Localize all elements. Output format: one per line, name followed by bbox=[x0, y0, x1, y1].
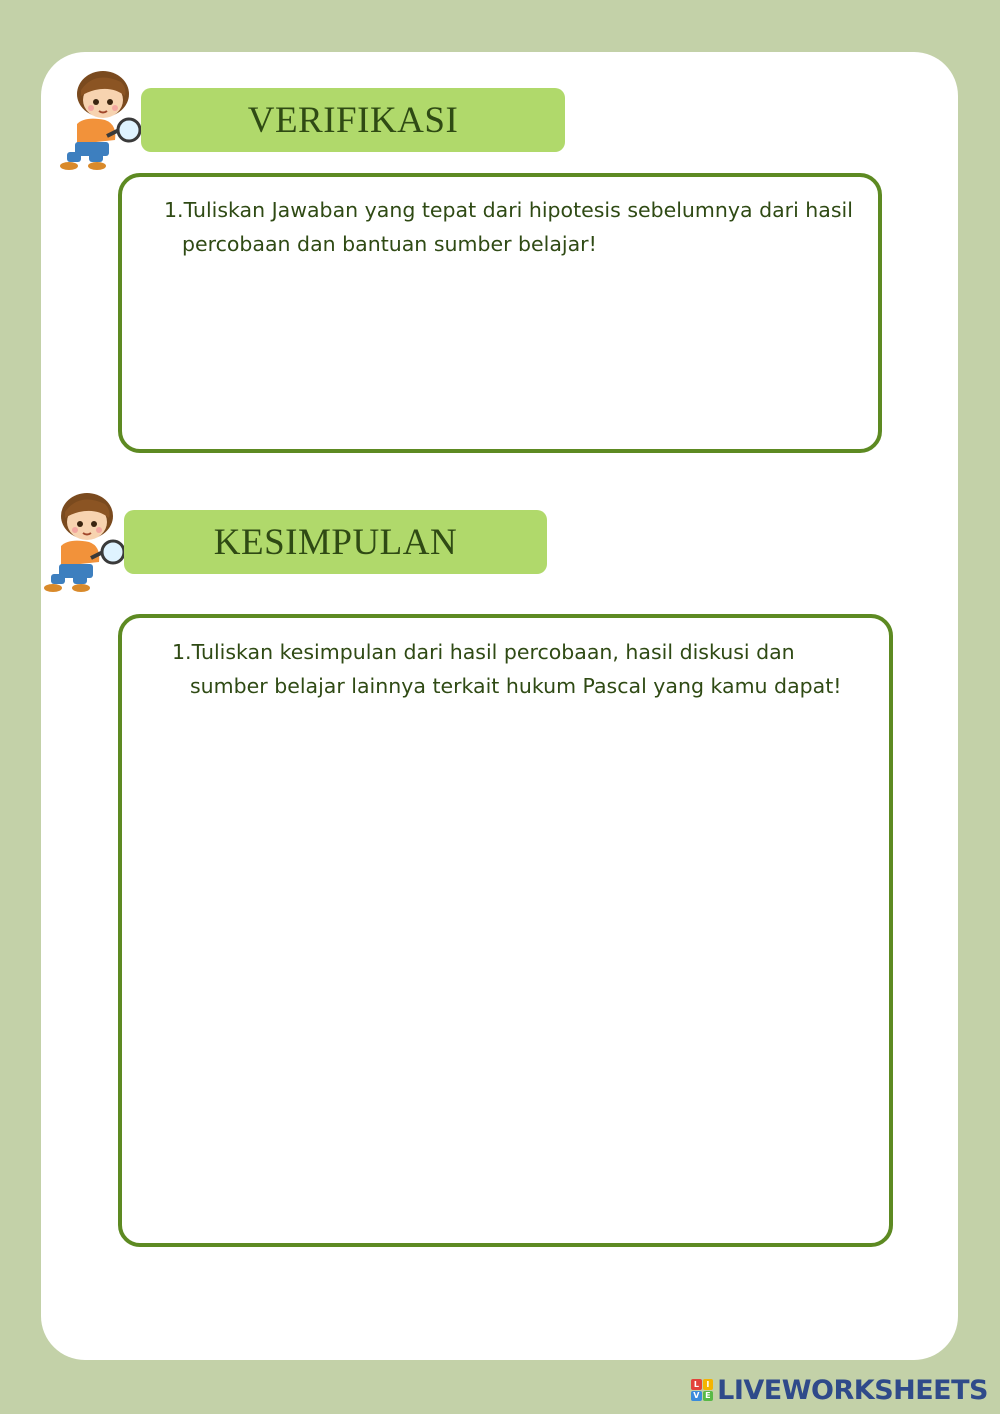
section-title: KESIMPULAN bbox=[213, 521, 458, 563]
section-title: VERIFIKASI bbox=[247, 99, 459, 141]
liveworksheets-logo bbox=[691, 1372, 988, 1408]
question-text: Tuliskan kesimpulan dari hasil percobaan, hasil diskusi dan sumber belajar lainnya terkait hukum Pascal yang kamu dapat! bbox=[190, 640, 842, 698]
section-header bbox=[124, 510, 547, 574]
question-item bbox=[172, 635, 862, 703]
question-number: 1. bbox=[164, 198, 184, 222]
question-item bbox=[164, 193, 872, 261]
boy-with-magnifying-glass-icon bbox=[55, 66, 145, 174]
brand-mark-icon: L I V E bbox=[691, 1379, 713, 1401]
brand-name: LIVEWORKSHEETS bbox=[717, 1374, 988, 1406]
question-number: 1. bbox=[172, 640, 192, 664]
question-text: Tuliskan Jawaban yang tepat dari hipotesis sebelumnya dari hasil percobaan dan bantuan sumber belajar! bbox=[182, 198, 853, 256]
boy-with-magnifying-glass-icon bbox=[39, 488, 129, 596]
section-header bbox=[141, 88, 565, 152]
answer-box[interactable] bbox=[118, 614, 893, 1247]
